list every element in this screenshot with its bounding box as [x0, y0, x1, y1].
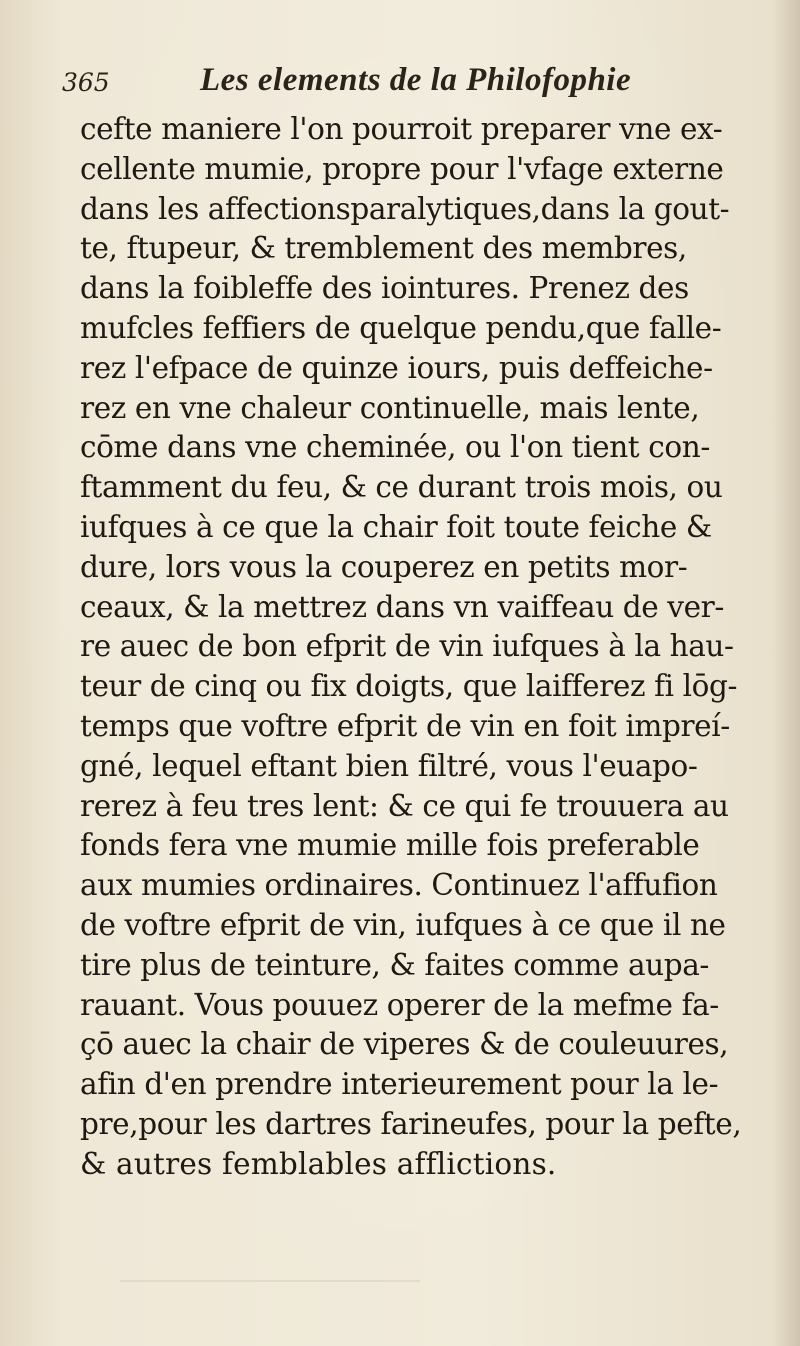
text-line: cefte maniere l'on pourroit preparer vne ex- — [80, 112, 723, 146]
running-title: Les elements de la Philofophie — [200, 62, 632, 98]
text-line: dure, lors vous la couperez en petits mor- — [80, 549, 688, 584]
text-line: rerez à feu tres lent: & ce qui fe trouuera au — [80, 788, 729, 823]
page-number: 365 — [62, 68, 110, 97]
text-line: afin d'en prendre interieurement pour la le- — [80, 1067, 719, 1102]
text-line: fonds fera vne mumie mille fois preferable — [80, 828, 700, 863]
text-line: çō auec la chair de viperes & de couleuures, — [80, 1027, 729, 1062]
text-line: pre,pour les dartres farineufes, pour la pefte, — [80, 1106, 742, 1141]
body-text — [80, 110, 770, 1185]
text-line: & autres femblables afflictions. — [80, 1146, 557, 1181]
text-line: temps que voftre efprit de vin en foit impreí- — [80, 708, 730, 743]
text-line: tire plus de teinture, & faites comme aupa- — [80, 947, 709, 982]
text-line: cellente mumie, propre pour l'vfage externe — [80, 151, 724, 186]
text-line: ftamment du feu, & ce durant trois mois, ou — [80, 470, 723, 505]
text-line: rez en vne chaleur continuelle, mais lente, — [80, 390, 700, 425]
text-line: rauant. Vous pouuez operer de la mefme fa- — [80, 987, 719, 1022]
paper-stain — [120, 1280, 420, 1282]
text-line: dans les affectionsparalytiques,dans la gout- — [80, 191, 730, 226]
text-line: aux mumies ordinaires. Continuez l'affufion — [80, 868, 718, 903]
text-line: iufques à ce que la chair foit toute feiche & — [80, 509, 712, 544]
running-head — [62, 62, 752, 106]
text-line: ceaux, & la mettrez dans vn vaiffeau de ver- — [80, 589, 724, 624]
text-line: de voftre efprit de vin, iufques à ce que il ne — [80, 907, 726, 942]
text-line: te, ftupeur, & tremblement des membres, — [80, 231, 687, 266]
text-line: gné, lequel eftant bien filtré, vous l'euapo- — [80, 748, 698, 783]
text-line: rez l'efpace de quinze iours, puis deffeiche- — [80, 350, 713, 385]
text-line: mufcles feffiers de quelque pendu,que falle- — [80, 310, 722, 345]
text-line: cōme dans vne cheminée, ou l'on tient con- — [80, 430, 710, 465]
text-line: re auec de bon efprit de vin iufques à la hau- — [80, 629, 734, 664]
page-edge-shadow — [772, 0, 800, 1346]
text-line: teur de cinq ou fix doigts, que laifferez fi lōg- — [80, 669, 738, 704]
text-line: dans la foibleffe des iointures. Prenez des — [80, 271, 689, 306]
